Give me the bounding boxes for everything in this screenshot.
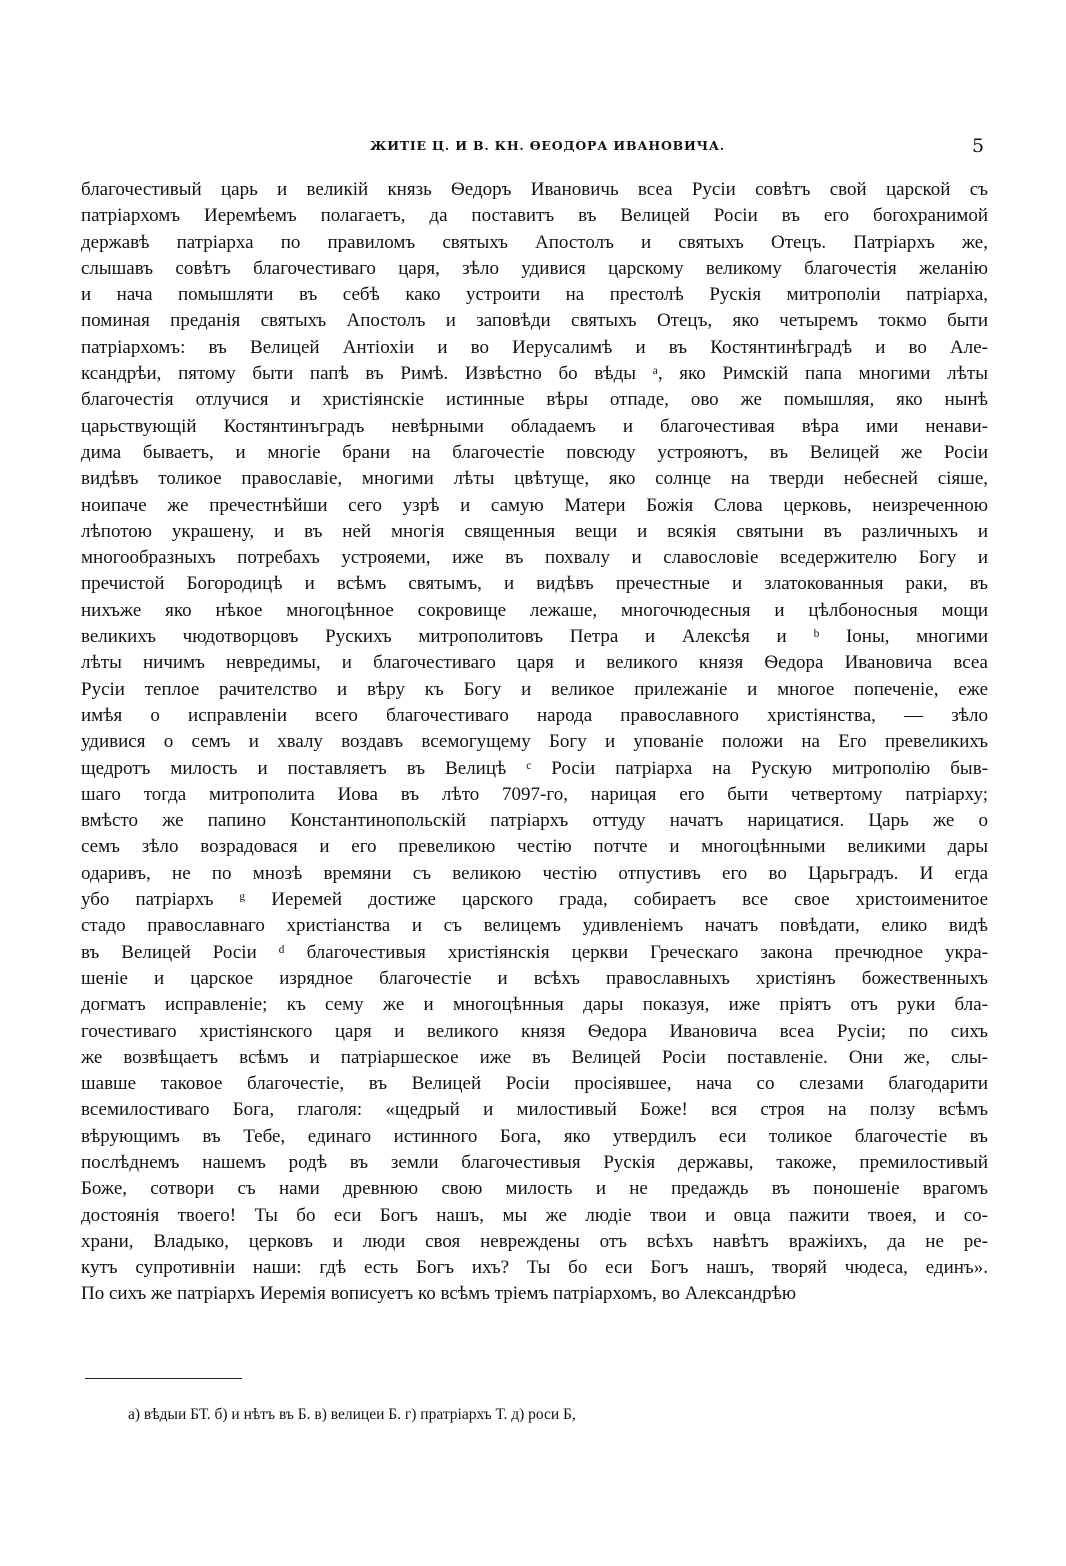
text-line: гочестиваго христіянского царя и великого князя Ѳедора Ивановича всеа Русіи; по сихъ xyxy=(81,1020,988,1042)
text-line: же возвѣщаетъ всѣмъ и патріаршеское иже въ Велицей Росіи поставленіе. Они же, слы- xyxy=(81,1046,988,1068)
text-line: догматъ исправленіе; къ сему же и многоцѣнныя дары показуя, иже пріятъ отъ руки бла- xyxy=(81,994,988,1016)
text-line: и нача помышляти въ себѣ како устроити на престолѣ Рускія митрополіи патріарха, xyxy=(81,284,988,306)
text-line: семъ зѣло возрадовася и его превеликою честію потчте и многоцѣнными великими дары xyxy=(81,836,988,858)
text-line: лѣты ничимъ невредимы, и благочестиваго царя и великого князя Ѳедора Ивановича всеа xyxy=(81,652,988,674)
footnote-rule xyxy=(85,1378,242,1379)
text-line: пречистой Богородицѣ и всѣмъ святымъ, и видѣвъ пречестные и златокованныя раки, въ xyxy=(81,573,988,595)
text-line: вѣрующимъ въ Тебе, единаго истинного Бога, яко утвердилъ еси толикое благочестіе въ xyxy=(81,1125,988,1147)
text-line: лѣпотою украшену, и въ ней многія священныя вещи и всякія святыни въ различныхъ и xyxy=(81,520,988,542)
text-line: щедротъ милость и поставляетъ въ Велицѣ ᶜ Росіи патріарха на Рускую митрополію быв- xyxy=(81,757,988,779)
text-line: храни, Владыко, церковъ и люди своя невреждены отъ всѣхъ навѣтъ вражіихъ, да не ре- xyxy=(81,1230,988,1252)
footnotes: а) вѣдыи БТ. б) и нѣтъ въ Б. в) велицеи Б. г) пратріархъ Т. д) роси Б, xyxy=(128,1406,576,1423)
text-line: многообразныхъ потребахъ устрояеми, иже въ похвалу и славословіе вседержителю Богу и xyxy=(81,547,988,569)
text-line: стадо православнаго христіанства и съ велицемъ удивленіемъ начатъ повѣдати, елико видѣ xyxy=(81,915,988,937)
running-title: ЖИТІЕ Ц. И В. КН. ѲЕОДОРА ИВАНОВИЧА. xyxy=(370,138,725,153)
text-line: благочестія отлучися и христіянскіе истинные вѣры отпаде, ово же помышляя, яко нынѣ xyxy=(81,389,988,411)
text-line: всемилостиваго Бога, глаголя: «щедрый и милостивый Боже! вся строя на ползу всѣмъ xyxy=(81,1099,988,1121)
text-line: одаривъ, не по мнозѣ времяни съ великою честію отпустивъ его во Царьградъ. И егда xyxy=(81,862,988,884)
text-line: Русіи теплое рачителство и вѣру къ Богу и великое прилежаніе и многое попеченіе, еже xyxy=(81,678,988,700)
text-line: слышавъ совѣтъ благочестиваго царя, зѣло удивися царскому великому благочестія желанію xyxy=(81,257,988,279)
text-line: благочестивый царь и великій князь Ѳедоръ Ивановичь всеа Русіи совѣтъ свой царской съ xyxy=(81,179,988,200)
text-line: шеніе и царское изрядное благочестіе и всѣхъ православныхъ христіянъ божественныхъ xyxy=(81,967,988,989)
text-line: нихъже яко нѣкое многоцѣнное сокровище лежаше, многочюдесныя и цѣлбоносныя мощи xyxy=(81,599,988,621)
body-text xyxy=(81,177,988,1308)
text-line: поминая преданія святыхъ Апостолъ и заповѣди святыхъ Отецъ, яко четыремъ токмо быти xyxy=(81,310,988,332)
text-line: кутъ супротивніи наши: гдѣ есть Богъ ихъ? Ты бо еси Богъ нашъ, творяй чюдеса, единъ». xyxy=(81,1257,988,1279)
text-line: имѣя о исправленіи всего благочестиваго народа православного христіянства, — зѣло xyxy=(81,704,988,726)
text-line: вмѣсто же папино Константинопольскій патріархъ оттуду начатъ нарицатися. Царь же о xyxy=(81,810,988,832)
text-line: ксандрѣи, пятому быти папѣ въ Римѣ. Извѣстно бо вѣды ᵃ, яко Римскій папа многими лѣты xyxy=(81,363,988,385)
text-line: въ Велицей Росіи ᵈ благочестивыя христіянскія церкви Греческаго закона пречюдное укра- xyxy=(81,941,988,963)
text-line: великихъ чюдотворцовъ Рускихъ митрополитовъ Петра и Алексѣя и ᵇ Іоны, многими xyxy=(81,626,988,648)
page-number: 5 xyxy=(972,135,985,157)
text-line: царьствующій Костянтинъградъ невѣрными обладаемъ и благочестивая вѣра ими ненави- xyxy=(81,415,988,437)
text-line: Боже, сотвори съ нами древнюю свою милость и не предаждь въ поношеніе врагомъ xyxy=(81,1178,988,1200)
text-line: дима бываетъ, и многіе брани на благочестіе повсюду устрояютъ, въ Велицей же Росіи xyxy=(81,441,988,463)
text-line: убо патріархъ ᵍ Иеремей достиже царского града, собираетъ все свое христоименитое xyxy=(81,889,988,911)
text-line: достоянія твоего! Ты бо еси Богъ нашъ, мы же людіе твои и овца пажити твоея, и со- xyxy=(81,1204,988,1226)
text-line: По сихъ же патріархъ Иеремія вописуетъ ко всѣмъ тріемъ патріархомъ, во Александрѣю xyxy=(81,1283,797,1305)
text-line: шавше таковое благочестіе, въ Велицей Росіи просіявшее, нача со слезами благодарити xyxy=(81,1073,988,1095)
text-line: ноипаче же пречестнѣйши сего узрѣ и самую Матери Божія Слова церковь, неизреченною xyxy=(81,494,988,516)
text-line: послѣднемъ нашемъ родѣ въ земли благочестивыя Рускія державы, такоже, премилостивый xyxy=(81,1151,988,1173)
text-line: удивися о семъ и хвалу воздавъ всемогущему Богу и упованіе положи на Его превеликихъ xyxy=(81,731,988,753)
text-line: державѣ патріарха по правиломъ святыхъ Апостолъ и святыхъ Отецъ. Патріархъ же, xyxy=(81,231,988,253)
running-head xyxy=(0,135,1066,160)
text-line: патріархомъ Иеремѣемъ полагаетъ, да поставитъ въ Велицей Росіи въ его богохранимой xyxy=(81,205,988,227)
text-line: видѣвъ толикое православіе, многими лѣты цвѣтуще, яко солнце на тверди небесней сіяше, xyxy=(81,468,988,490)
text-line: шаго тогда митрополита Иова въ лѣто 7097-го, нарицая его быти четвертому патріарху; xyxy=(81,783,988,805)
text-line: патріархомъ: въ Велицей Антіохіи и во Иерусалимѣ и въ Костянтинѣградѣ и во Але- xyxy=(81,336,988,358)
